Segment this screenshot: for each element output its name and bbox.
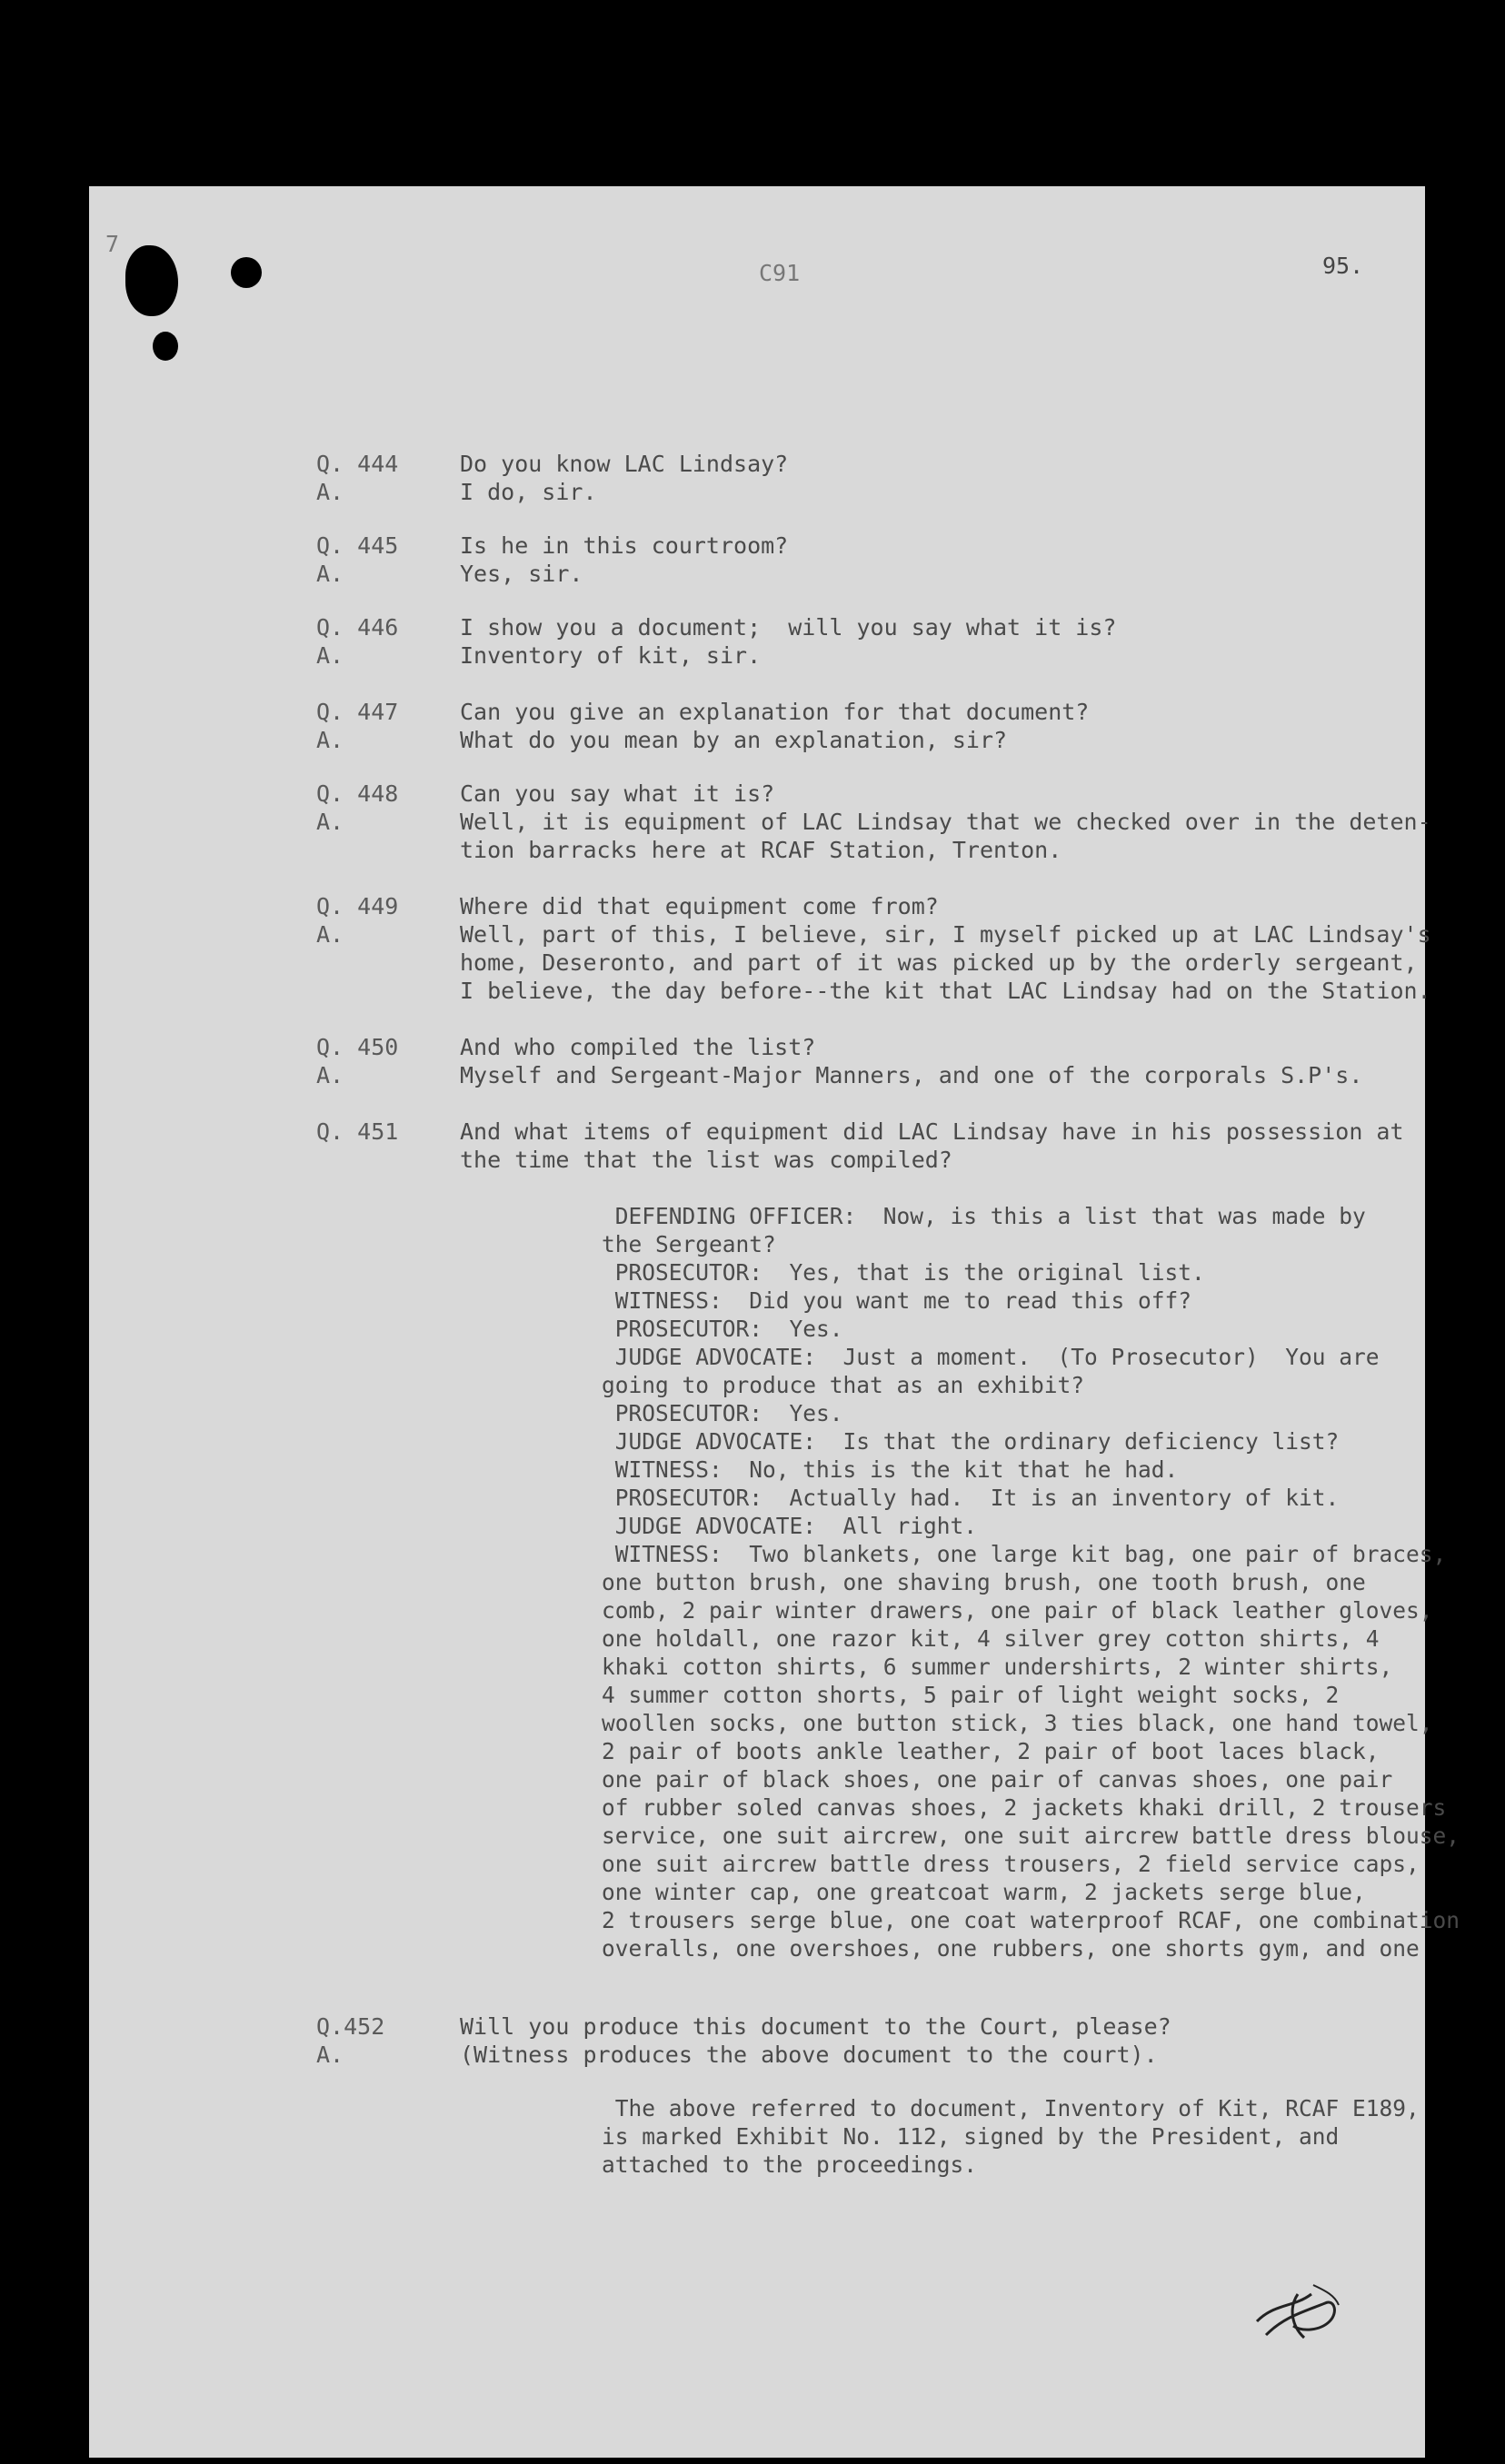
transcript-line: Well, it is equipment of LAC Lindsay that we checked over in the deten- [460, 809, 1431, 835]
transcript-line: Is he in this courtroom? [460, 532, 789, 559]
colloquy-line: overalls, one overshoes, one rubbers, one shorts gym, and one [602, 1935, 1420, 1962]
colloquy-line: one pair of black shoes, one pair of canvas shoes, one pair [602, 1766, 1393, 1793]
left-margin-mark: 7 [105, 231, 120, 257]
ink-blot [125, 245, 178, 316]
transcript-line: Do you know LAC Lindsay? [460, 451, 789, 477]
answer-marker: A. [316, 921, 344, 948]
transcript-line: Inventory of kit, sir. [460, 642, 762, 669]
question-number: Q. 449 [316, 893, 399, 919]
document-page [89, 186, 1460, 2458]
transcript-line: (Witness produces the above document to the court). [460, 2042, 1158, 2068]
transcript-line: Where did that equipment come from? [460, 893, 939, 919]
colloquy-line: service, one suit aircrew, one suit aircrew battle dress blouse, [602, 1823, 1460, 1849]
answer-marker: A. [316, 2042, 344, 2068]
colloquy-line: of rubber soled canvas shoes, 2 jackets khaki drill, 2 trousers [602, 1794, 1447, 1821]
exhibit-note-line: attached to the proceedings. [602, 2151, 978, 2178]
colloquy-line: JUDGE ADVOCATE: Is that the ordinary deficiency list? [602, 1428, 1340, 1455]
transcript-line: What do you mean by an explanation, sir? [460, 727, 1008, 753]
question-number: Q. 448 [316, 780, 399, 807]
colloquy-line: one suit aircrew battle dress trousers, 2 field service caps, [602, 1851, 1420, 1877]
ink-blot [153, 332, 178, 361]
question-number: Q. 450 [316, 1034, 399, 1060]
colloquy-line: JUDGE ADVOCATE: All right. [602, 1513, 978, 1539]
colloquy-line: 2 trousers serge blue, one coat waterproof RCAF, one combination [602, 1907, 1460, 1933]
colloquy-line: WITNESS: No, this is the kit that he had. [602, 1456, 1179, 1483]
handwritten-initials [1248, 2267, 1348, 2349]
exhibit-note-line: is marked Exhibit No. 112, signed by the President, and [602, 2123, 1340, 2150]
transcript-line: tion barracks here at RCAF Station, Trenton. [460, 837, 1062, 863]
colloquy-line: JUDGE ADVOCATE: Just a moment. (To Prosecutor) You are [602, 1344, 1380, 1370]
transcript-line: Well, part of this, I believe, sir, I myself picked up at LAC Lindsay's [460, 921, 1431, 948]
transcript-line: Myself and Sergeant-Major Manners, and one of the corporals S.P's. [460, 1062, 1363, 1088]
transcript-line: Can you give an explanation for that document? [460, 699, 1090, 725]
transcript-line: I do, sir. [460, 479, 597, 505]
colloquy-line: khaki cotton shirts, 6 summer undershirts, 2 winter shirts, [602, 1654, 1393, 1680]
colloquy-line: WITNESS: Did you want me to read this off? [602, 1287, 1192, 1314]
colloquy-line: PROSECUTOR: Actually had. It is an inventory of kit. [602, 1485, 1340, 1511]
colloquy-line: comb, 2 pair winter drawers, one pair of black leather gloves, [602, 1597, 1433, 1624]
exhibit-note [602, 2094, 1420, 2179]
transcript-line: Can you say what it is? [460, 780, 775, 807]
answer-marker: A. [316, 727, 344, 753]
answer-marker: A. [316, 561, 344, 587]
colloquy-line: PROSECUTOR: Yes. [602, 1400, 843, 1426]
colloquy-line: WITNESS: Two blankets, one large kit bag, one pair of braces, [602, 1541, 1447, 1567]
transcript-line: the time that the list was compiled? [460, 1147, 952, 1173]
colloquy-line: 2 pair of boots ankle leather, 2 pair of boot laces black, [602, 1738, 1380, 1764]
question-number: Q.452 [316, 2013, 385, 2040]
colloquy-line: PROSECUTOR: Yes, that is the original list. [602, 1259, 1205, 1286]
colloquy-block [602, 1202, 1460, 1962]
page-number: 95. [1322, 253, 1364, 279]
exhibit-note-line: The above referred to document, Inventory of Kit, RCAF E189, [602, 2095, 1420, 2121]
transcript-line: I show you a document; will you say what it is? [460, 614, 1117, 641]
colloquy-line: PROSECUTOR: Yes. [602, 1316, 843, 1342]
colloquy-line: the Sergeant? [602, 1231, 776, 1257]
question-number: Q. 447 [316, 699, 399, 725]
colloquy-line: going to produce that as an exhibit? [602, 1372, 1085, 1398]
answer-marker: A. [316, 479, 344, 505]
answer-marker: A. [316, 642, 344, 669]
colloquy-line: one button brush, one shaving brush, one tooth brush, one [602, 1569, 1366, 1595]
page-header-center: C91 [759, 260, 801, 286]
answer-marker: A. [316, 1062, 344, 1088]
colloquy-line: one winter cap, one greatcoat warm, 2 jackets serge blue, [602, 1879, 1366, 1905]
question-number: Q. 444 [316, 451, 399, 477]
question-number: Q. 445 [316, 532, 399, 559]
question-number: Q. 451 [316, 1118, 399, 1145]
answer-marker: A. [316, 809, 344, 835]
transcript-line: I believe, the day before--the kit that LAC Lindsay had on the Station. [460, 978, 1431, 1004]
transcript-line: And who compiled the list? [460, 1034, 816, 1060]
transcript-line: Yes, sir. [460, 561, 583, 587]
colloquy-line: one holdall, one razor kit, 4 silver grey cotton shirts, 4 [602, 1625, 1380, 1652]
colloquy-line: woollen socks, one button stick, 3 ties black, one hand towel, [602, 1710, 1433, 1736]
question-number: Q. 446 [316, 614, 399, 641]
colloquy-line: DEFENDING OFFICER: Now, is this a list that was made by [602, 1203, 1366, 1229]
transcript-line: home, Deseronto, and part of it was picked up by the orderly sergeant, [460, 949, 1418, 976]
colloquy-line: 4 summer cotton shorts, 5 pair of light weight socks, 2 [602, 1682, 1340, 1708]
transcript-line: Will you produce this document to the Court, please? [460, 2013, 1171, 2040]
transcript-line: And what items of equipment did LAC Lindsay have in his possession at [460, 1118, 1404, 1145]
ink-blot [231, 257, 262, 288]
